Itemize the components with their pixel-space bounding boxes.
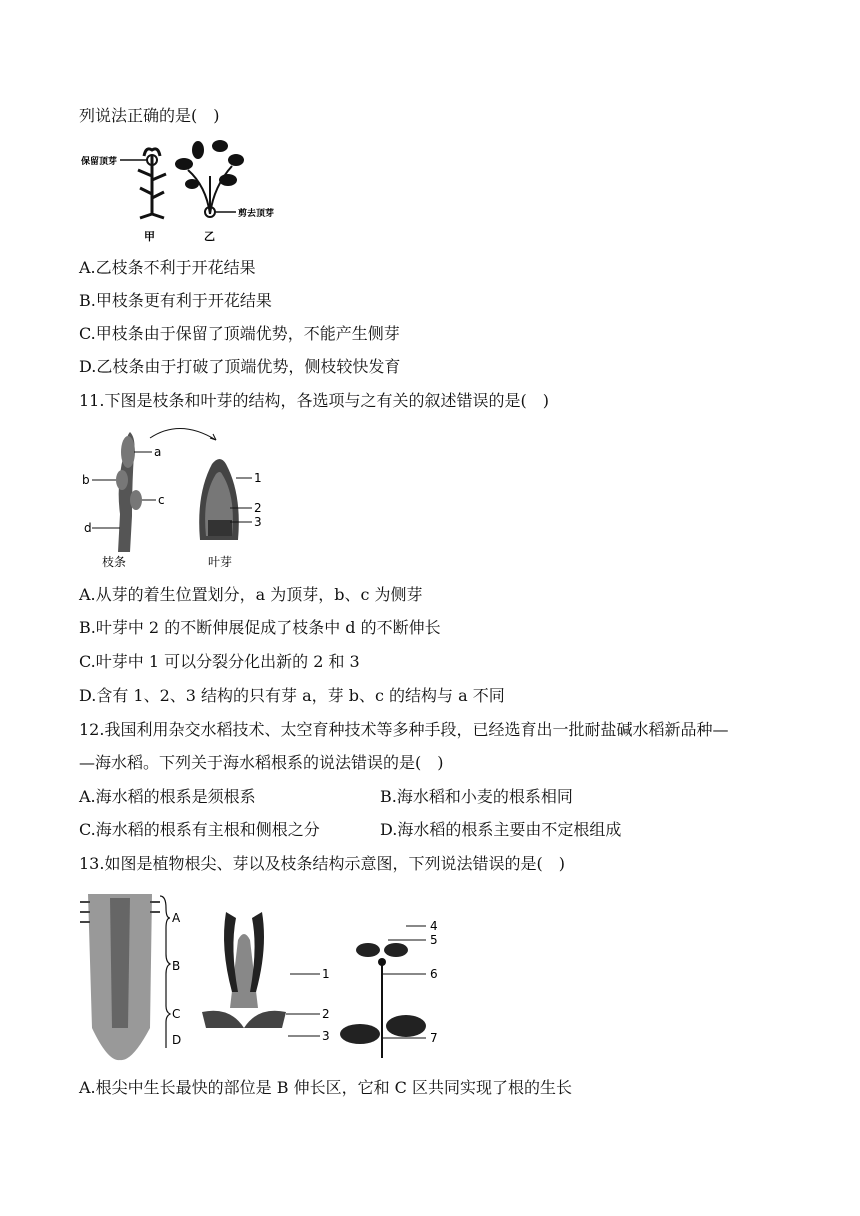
bud-section-label-3: 3	[322, 1029, 330, 1043]
curved-arrow	[150, 428, 216, 440]
label-c: c	[158, 493, 165, 507]
branch-drawing	[116, 432, 142, 552]
bud-section-label-1: 1	[322, 967, 330, 981]
bud-section-drawing	[202, 912, 286, 1028]
q10-option-d: D.乙枝条由于打破了顶端优势，侧枝较快发育	[79, 357, 401, 376]
q10-option-a: A.乙枝条不利于开花结果	[79, 258, 256, 277]
root-label-d: D	[172, 1033, 182, 1047]
q11-stem: 11.下图是枝条和叶芽的结构，各选项与之有关的叙述错误的是( )	[79, 391, 549, 410]
q13-option-a: A.根尖中生长最快的部位是 B 伸长区，它和 C 区共同实现了根的生长	[79, 1078, 572, 1097]
shoot-label-7: 7	[430, 1031, 438, 1045]
q11-option-a: A.从芽的着生位置划分，a 为顶芽，b、c 为侧芽	[79, 585, 423, 604]
caption-bud: 叶芽	[208, 555, 233, 569]
shoot-drawing	[340, 943, 426, 1058]
bud-label-2: 2	[254, 501, 262, 515]
q13-stem: 13.如图是植物根尖、芽以及枝条结构示意图，下列说法错误的是( )	[79, 854, 565, 873]
q12-option-c: C.海水稻的根系有主根和侧根之分	[79, 820, 320, 839]
q10-option-b: B.甲枝条更有利于开花结果	[79, 291, 272, 310]
q11-option-c: C.叶芽中 1 可以分裂分化出新的 2 和 3	[79, 652, 360, 671]
branch-yi-drawing	[175, 140, 244, 217]
q10-option-c: C.甲枝条由于保留了顶端优势，不能产生侧芽	[79, 324, 400, 343]
bud-drawing	[199, 459, 239, 540]
label-cut-bud: 剪去顶芽	[238, 209, 275, 219]
label-a: a	[154, 445, 162, 459]
caption-branch: 枝条	[102, 555, 127, 569]
q11-figure	[80, 424, 280, 572]
root-label-c: C	[172, 1007, 181, 1021]
label-d: d	[84, 521, 92, 535]
q12-option-a: A.海水稻的根系是须根系	[79, 787, 256, 806]
label-b: b	[82, 473, 90, 487]
q11-option-d: D.含有 1、2、3 结构的只有芽 a，芽 b、c 的结构与 a 不同	[79, 686, 505, 705]
root-tip-drawing	[80, 894, 160, 1060]
shoot-label-6: 6	[430, 967, 438, 981]
root-label-b: B	[172, 959, 181, 973]
bud-label-1: 1	[254, 471, 262, 485]
branch-jia-drawing	[138, 149, 166, 218]
q11-option-b: B.叶芽中 2 的不断伸展促成了枝条中 d 的不断伸长	[79, 618, 441, 637]
shoot-label-5: 5	[430, 933, 438, 947]
bud-label-3: 3	[254, 515, 262, 529]
bud-section-label-2: 2	[322, 1007, 330, 1021]
shoot-label-4: 4	[430, 919, 438, 933]
q13-figure	[80, 888, 450, 1064]
q10-stem-tail: 列说法正确的是( )	[79, 106, 220, 125]
q12-stem-line1: 12.我国利用杂交水稻技术、太空育种技术等多种手段，已经选育出一批耐盐碱水稻新品种—	[79, 720, 729, 739]
q10-figure	[80, 136, 280, 246]
q12-stem-line2: —海水稻。下列关于海水稻根系的说法错误的是( )	[79, 753, 444, 772]
caption-jia: 甲	[144, 230, 155, 243]
root-label-a: A	[172, 911, 181, 925]
q12-option-d: D.海水稻的根系主要由不定根组成	[380, 820, 622, 839]
root-zone-brackets	[160, 896, 170, 1048]
q12-option-b: B.海水稻和小麦的根系相同	[380, 787, 573, 806]
label-keep-bud: 保留顶芽	[81, 157, 118, 167]
caption-yi: 乙	[204, 230, 215, 243]
bud-section-leaders	[286, 974, 320, 1036]
